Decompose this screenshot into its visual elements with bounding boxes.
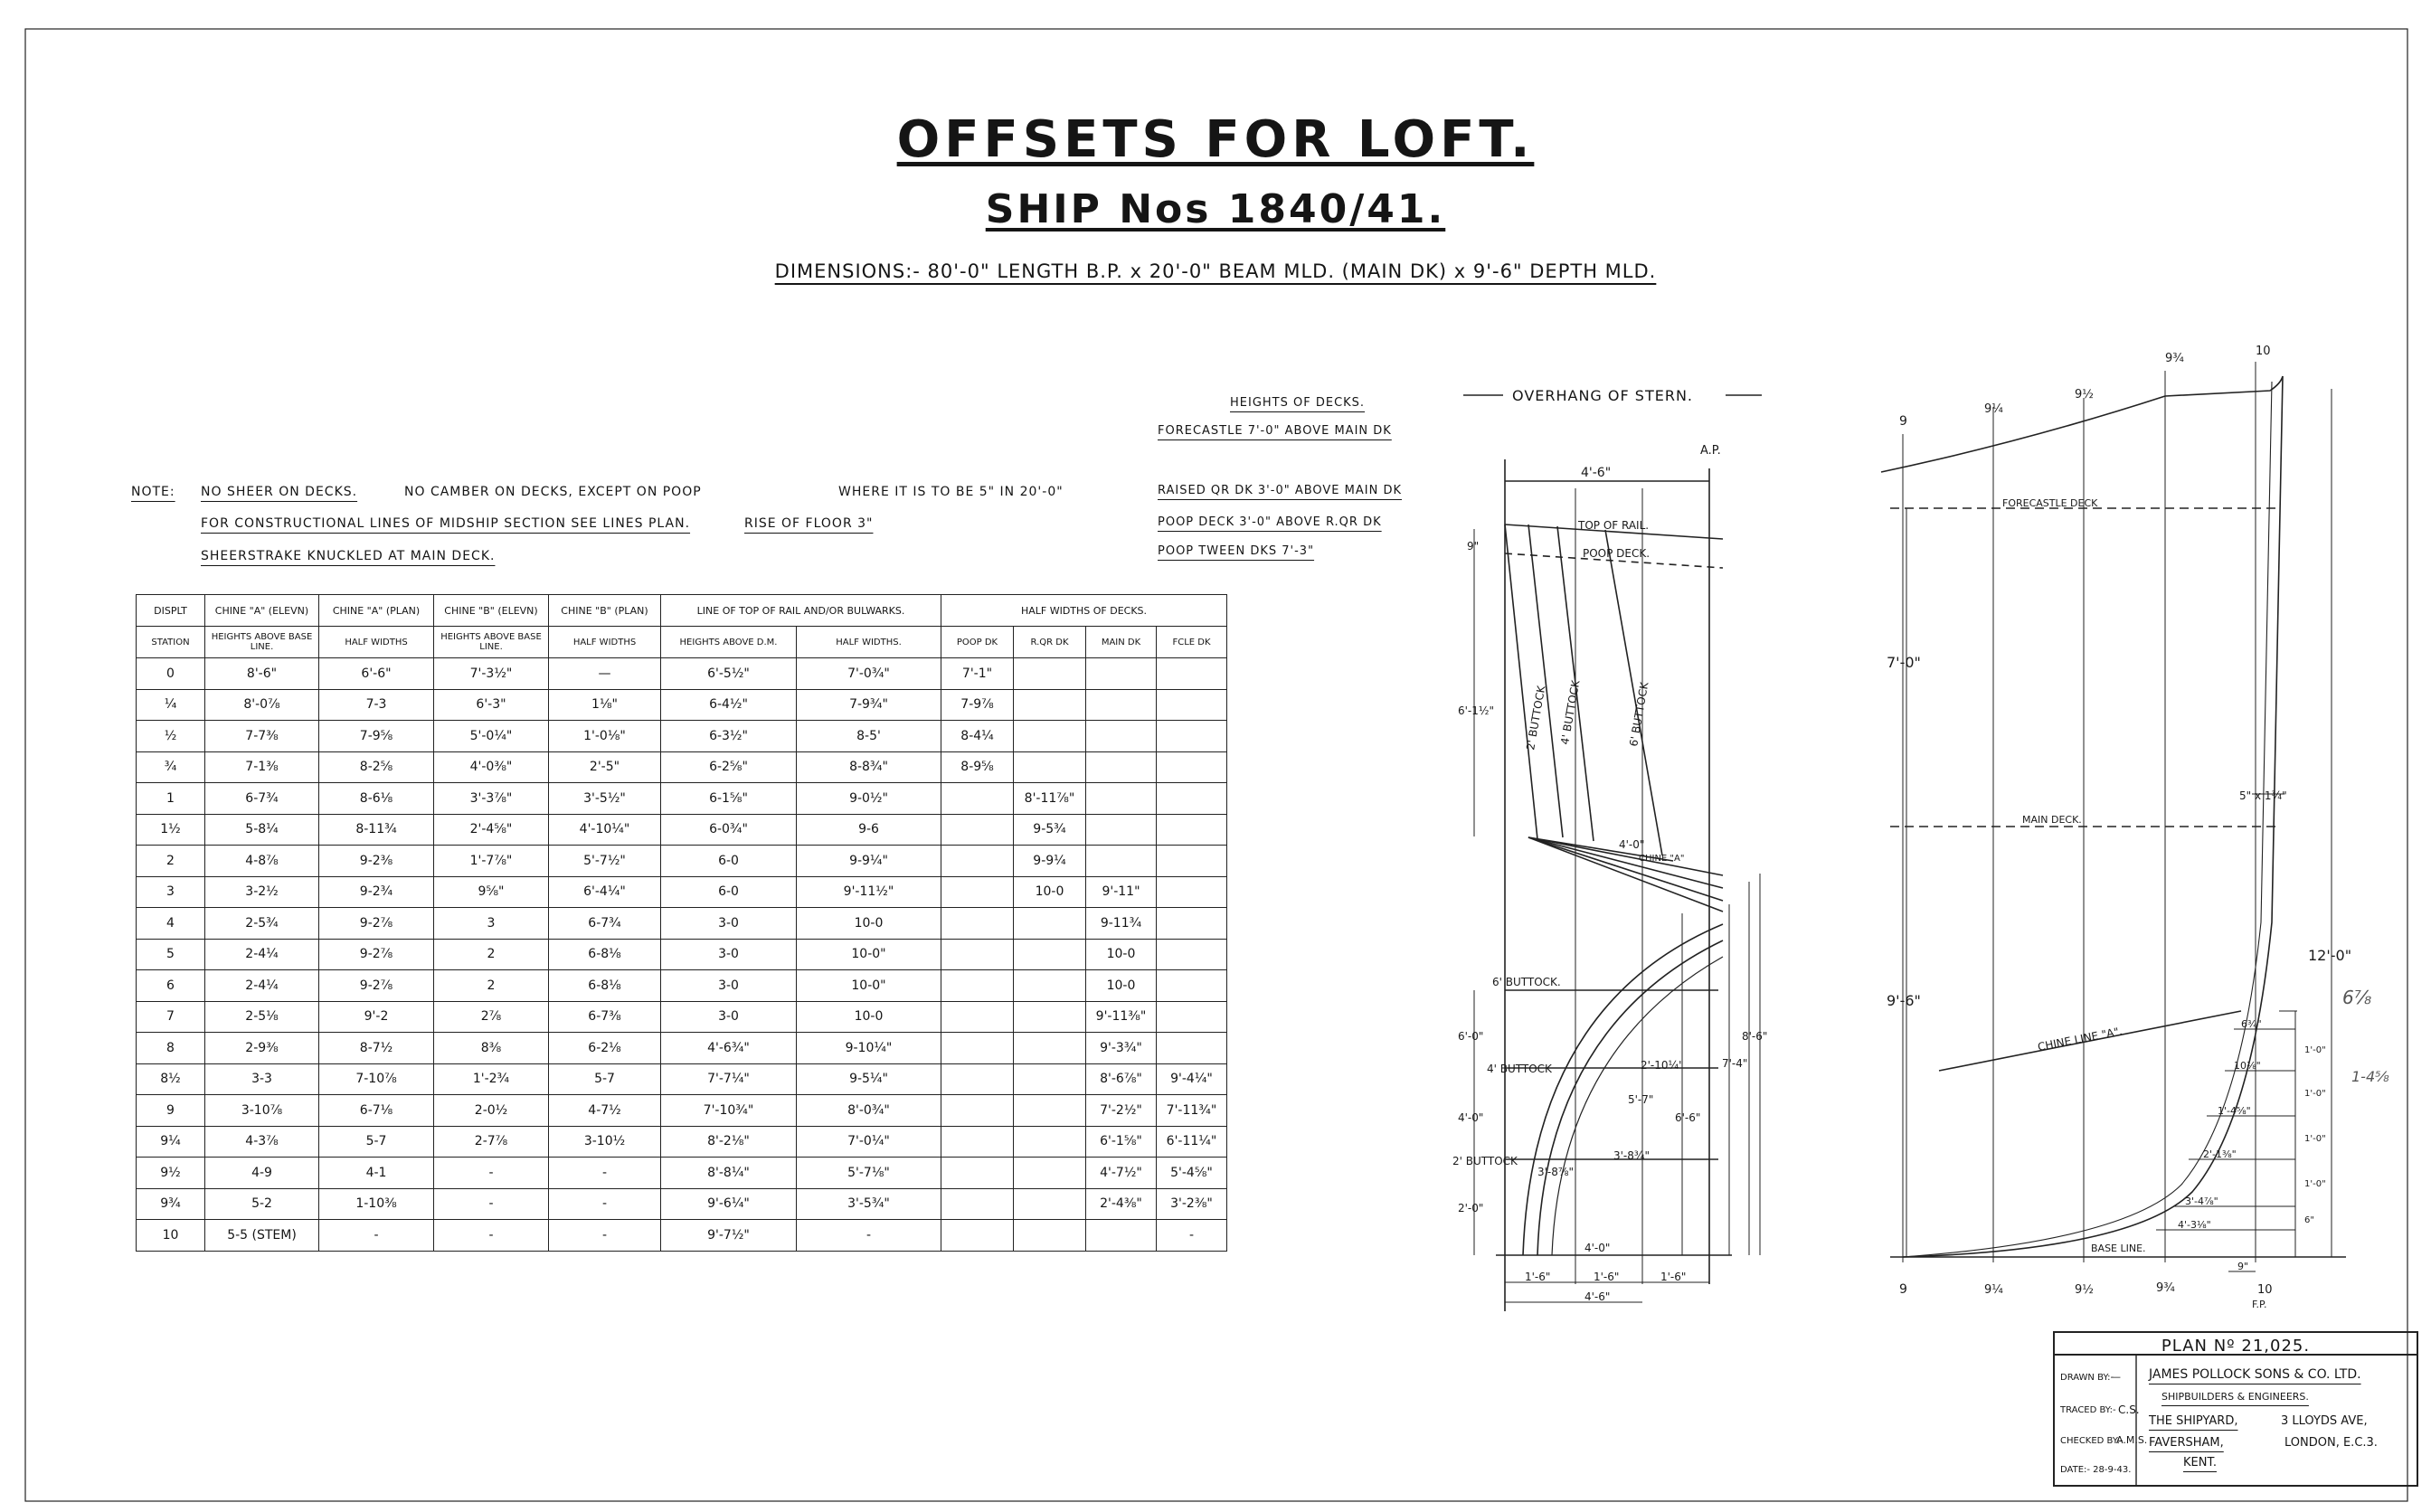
deck-height-forecastle: FORECASTLE 7'-0" ABOVE MAIN DK bbox=[1158, 424, 1392, 438]
fcle-dk-cell: 5'-4⅝" bbox=[1157, 1158, 1227, 1189]
rail-half-width-cell: 8'-0¾" bbox=[797, 1095, 941, 1127]
profile-dim-9in: 9" bbox=[2237, 1261, 2249, 1272]
rail-height-cell: 8'-8¼" bbox=[661, 1158, 797, 1189]
note-lines: FOR CONSTRUCTIONAL LINES OF MIDSHIP SECTION SEE LINES PLAN. bbox=[201, 516, 691, 531]
chine-a-half-width-cell: 8-11¾ bbox=[319, 814, 434, 846]
profile-forecastle-deck: FORECASTLE DECK bbox=[2002, 497, 2098, 509]
address-london: LONDON, E.C.3. bbox=[2284, 1436, 2378, 1450]
hdr-rqr: R.QR DK bbox=[1014, 627, 1086, 658]
chine-a-half-width-cell: 7-9⅝ bbox=[319, 721, 434, 752]
rail-height-cell: 6-0¾" bbox=[661, 814, 797, 846]
rail-height-cell: 6-4½" bbox=[661, 689, 797, 721]
chine-b-half-width-cell: 6-2⅛ bbox=[549, 1033, 661, 1064]
stern-buttock-4-label: 4' BUTTOCK bbox=[1487, 1063, 1552, 1075]
address-shipyard: THE SHIPYARD, bbox=[2149, 1414, 2238, 1428]
station-cell: ¾ bbox=[137, 751, 205, 783]
profile-fp-label: F.P. bbox=[2252, 1299, 2267, 1310]
profile-station-9h-top: 9½ bbox=[2075, 388, 2094, 402]
stern-dim-4-0-base: 4'-0" bbox=[1584, 1242, 1611, 1254]
hdr-station: STATION bbox=[137, 627, 205, 658]
stern-top-width: 4'-6" bbox=[1581, 466, 1612, 480]
chine-b-height-cell: 3 bbox=[434, 908, 549, 940]
rail-half-width-cell: 8-8¾" bbox=[797, 751, 941, 783]
chine-a-half-width-cell: 9-2⅜ bbox=[319, 846, 434, 877]
checked-by-label: CHECKED BY:- bbox=[2060, 1436, 2124, 1446]
date-value: DATE:- 28-9-43. bbox=[2060, 1465, 2132, 1475]
stern-buttock-2-label: 2' BUTTOCK bbox=[1452, 1155, 1518, 1167]
hdr-half-widths-a: HALF WIDTHS bbox=[319, 627, 434, 658]
station-cell: 1½ bbox=[137, 814, 205, 846]
station-cell: 8½ bbox=[137, 1063, 205, 1095]
chine-b-half-width-cell: 5'-7½" bbox=[549, 846, 661, 877]
note-camber: NO CAMBER ON DECKS, EXCEPT ON POOP bbox=[404, 485, 702, 499]
chine-b-height-cell: 8⅜ bbox=[434, 1033, 549, 1064]
chine-b-half-width-cell: - bbox=[549, 1220, 661, 1252]
dimensions-line: DIMENSIONS:- 80'-0" LENGTH B.P. x 20'-0" BEAM MLD. (MAIN DK) x 9'-6" DEPTH MLD. bbox=[774, 260, 1657, 282]
stern-title: OVERHANG OF STERN. bbox=[1512, 387, 1694, 404]
station-cell: 9½ bbox=[137, 1158, 205, 1189]
station-cell: 10 bbox=[137, 1220, 205, 1252]
main-dk-cell: 9'-11⅜" bbox=[1086, 1001, 1157, 1033]
chine-a-half-width-cell: 4-1 bbox=[319, 1158, 434, 1189]
chine-a-height-cell: 5-8¼ bbox=[205, 814, 319, 846]
profile-dim-d6: 4'-3⅛" bbox=[2178, 1219, 2211, 1231]
stern-dim-6-0: 6'-0" bbox=[1458, 1030, 1484, 1043]
rail-half-width-cell: 9-9¼" bbox=[797, 846, 941, 877]
drawn-by-label: DRAWN BY:- bbox=[2060, 1373, 2114, 1383]
rail-height-cell: 6-3½" bbox=[661, 721, 797, 752]
note-camber-poop: WHERE IT IS TO BE 5" IN 20'-0" bbox=[838, 485, 1064, 499]
profile-v3: 1'-0" bbox=[2304, 1134, 2326, 1144]
address-kent: KENT. bbox=[2183, 1456, 2217, 1469]
profile-chine-line: CHINE LINE "A". bbox=[2036, 1025, 2124, 1054]
station-cell: 3 bbox=[137, 876, 205, 908]
hdr-half-widths-rail: HALF WIDTHS. bbox=[797, 627, 941, 658]
chine-a-height-cell: 6-7¾ bbox=[205, 783, 319, 815]
stern-ap-label: A.P. bbox=[1700, 444, 1721, 458]
main-dk-cell: 10-0 bbox=[1086, 939, 1157, 970]
drawn-by-value: — bbox=[2111, 1371, 2121, 1383]
chine-a-half-width-cell: 1-10⅜ bbox=[319, 1188, 434, 1220]
rail-half-width-cell: 10-0" bbox=[797, 939, 941, 970]
chine-a-height-cell: 2-5¾ bbox=[205, 908, 319, 940]
stern-dim-b2: 1'-6" bbox=[1594, 1271, 1620, 1283]
hdr-heights-base-b: HEIGHTS ABOVE BASE LINE. bbox=[434, 627, 549, 658]
stern-dim-mid-4-0: 4'-0" bbox=[1619, 838, 1645, 851]
hdr-half-widths-b: HALF WIDTHS bbox=[549, 627, 661, 658]
station-cell: 2 bbox=[137, 846, 205, 877]
rail-height-cell: 7'-10¾" bbox=[661, 1095, 797, 1127]
note-sheerstrake: SHEERSTRAKE KNUCKLED AT MAIN DECK. bbox=[201, 549, 496, 563]
chine-a-half-width-cell: 9-2⅞ bbox=[319, 939, 434, 970]
poop-dk-cell: 8-9⅝ bbox=[941, 751, 1014, 783]
profile-station-9tq-top: 9¾ bbox=[2165, 352, 2184, 365]
address-faversham: FAVERSHAM, bbox=[2149, 1436, 2224, 1450]
rail-half-width-cell: 10-0" bbox=[797, 970, 941, 1002]
hdr-heights-dm: HEIGHTS ABOVE D.M. bbox=[661, 627, 797, 658]
station-cell: 0 bbox=[137, 658, 205, 690]
rail-height-cell: 6-0 bbox=[661, 846, 797, 877]
chine-b-half-width-cell: 5-7 bbox=[549, 1063, 661, 1095]
fcle-dk-cell: 3'-2⅜" bbox=[1157, 1188, 1227, 1220]
stern-buttock-2: 2' BUTTOCK bbox=[1524, 685, 1548, 751]
chine-a-half-width-cell: 5-7 bbox=[319, 1126, 434, 1158]
stern-dim-5-7: 5'-7" bbox=[1628, 1093, 1654, 1106]
chine-a-height-cell: 8'-0⅞ bbox=[205, 689, 319, 721]
station-cell: 9 bbox=[137, 1095, 205, 1127]
stern-dim-3-8: 3'-8¾" bbox=[1613, 1149, 1651, 1162]
poop-dk-cell: 8-4¼ bbox=[941, 721, 1014, 752]
stern-dim-8-6: 8'-6" bbox=[1742, 1030, 1768, 1043]
chine-a-half-width-cell: 9'-2 bbox=[319, 1001, 434, 1033]
hdr-main: MAIN DK bbox=[1086, 627, 1157, 658]
main-dk-cell: 4'-7½" bbox=[1086, 1158, 1157, 1189]
chine-b-height-cell: 2 bbox=[434, 970, 549, 1002]
stern-dim-7-4: 7'-4" bbox=[1722, 1057, 1748, 1070]
deck-height-raised-qr: RAISED QR DK 3'-0" ABOVE MAIN DK bbox=[1158, 484, 1402, 497]
hdr-poop: POOP DK bbox=[941, 627, 1014, 658]
poop-dk-cell: 7'-1" bbox=[941, 658, 1014, 690]
rail-half-width-cell: 7'-0¼" bbox=[797, 1126, 941, 1158]
profile-v1: 1'-0" bbox=[2304, 1045, 2326, 1055]
chine-a-height-cell: 7-1⅜ bbox=[205, 751, 319, 783]
profile-v5: 6" bbox=[2304, 1215, 2314, 1225]
chine-b-height-cell: 2-0½ bbox=[434, 1095, 549, 1127]
chine-a-height-cell: 3-2½ bbox=[205, 876, 319, 908]
rqr-dk-cell: 10-0 bbox=[1014, 876, 1086, 908]
chine-b-half-width-cell: 1⅛" bbox=[549, 689, 661, 721]
chine-a-height-cell: 4-8⅞ bbox=[205, 846, 319, 877]
chine-b-half-width-cell: - bbox=[549, 1158, 661, 1189]
poop-dk-cell: 7-9⅞ bbox=[941, 689, 1014, 721]
chine-a-height-cell: 4-9 bbox=[205, 1158, 319, 1189]
stern-dim-b3: 1'-6" bbox=[1660, 1271, 1687, 1283]
title-block bbox=[2053, 1331, 2418, 1487]
chine-b-half-width-cell: 6-8⅛ bbox=[549, 939, 661, 970]
note-sheer: NO SHEER ON DECKS. bbox=[201, 485, 358, 499]
rail-half-width-cell: - bbox=[797, 1220, 941, 1252]
chine-b-half-width-cell: — bbox=[549, 658, 661, 690]
station-cell: 5 bbox=[137, 939, 205, 970]
rail-half-width-cell: 9'-11½" bbox=[797, 876, 941, 908]
rail-half-width-cell: 5'-7⅛" bbox=[797, 1158, 941, 1189]
profile-dim-12-0: 12'-0" bbox=[2308, 947, 2352, 964]
chine-b-height-cell: 7'-3½" bbox=[434, 658, 549, 690]
main-dk-cell: 6'-1⅝" bbox=[1086, 1126, 1157, 1158]
chine-a-height-cell: 2-9⅜ bbox=[205, 1033, 319, 1064]
rqr-dk-cell: 9-9¼ bbox=[1014, 846, 1086, 877]
profile-annot-2: 1-4⅝ bbox=[2351, 1068, 2389, 1085]
station-cell: 7 bbox=[137, 1001, 205, 1033]
rail-half-width-cell: 7-9¾" bbox=[797, 689, 941, 721]
chine-b-half-width-cell: 6-7⅜ bbox=[549, 1001, 661, 1033]
chine-b-half-width-cell: 3-10½ bbox=[549, 1126, 661, 1158]
chine-b-height-cell: 2 bbox=[434, 939, 549, 970]
profile-station-9-top: 9 bbox=[1899, 414, 1907, 429]
hdr-chine-b-elev: CHINE "B" (ELEVN) bbox=[434, 595, 549, 627]
chine-a-height-cell: 2-5⅛ bbox=[205, 1001, 319, 1033]
stern-poop-deck: POOP DECK. bbox=[1583, 547, 1651, 560]
fcle-dk-cell: - bbox=[1157, 1220, 1227, 1252]
profile-main-deck: MAIN DECK. bbox=[2022, 814, 2082, 826]
address-lloyds: 3 LLOYDS AVE, bbox=[2281, 1414, 2368, 1428]
chine-a-height-cell: 2-4¼ bbox=[205, 970, 319, 1002]
rail-half-width-cell: 8-5' bbox=[797, 721, 941, 752]
company-name: JAMES POLLOCK SONS & CO. LTD. bbox=[2149, 1367, 2361, 1382]
chine-a-half-width-cell: 8-7½ bbox=[319, 1033, 434, 1064]
rail-half-width-cell: 10-0 bbox=[797, 908, 941, 940]
chine-b-height-cell: 2'-4⅝" bbox=[434, 814, 549, 846]
traced-by-value: C.S. bbox=[2118, 1403, 2140, 1416]
hdr-chine-a-elev: CHINE "A" (ELEVN) bbox=[205, 595, 319, 627]
chine-b-half-width-cell: 3'-5½" bbox=[549, 783, 661, 815]
chine-b-half-width-cell: 6-8⅛ bbox=[549, 970, 661, 1002]
rail-height-cell: 3-0 bbox=[661, 908, 797, 940]
rail-half-width-cell: 10-0 bbox=[797, 1001, 941, 1033]
main-dk-cell: 9'-3¾" bbox=[1086, 1033, 1157, 1064]
station-cell: 4 bbox=[137, 908, 205, 940]
checked-by-value: A.M.S. bbox=[2116, 1434, 2148, 1446]
chine-b-height-cell: - bbox=[434, 1158, 549, 1189]
chine-b-height-cell: - bbox=[434, 1188, 549, 1220]
plan-number: PLAN Nº 21,025. bbox=[2161, 1337, 2311, 1356]
chine-a-height-cell: 3-3 bbox=[205, 1063, 319, 1095]
chine-a-height-cell: 4-3⅞ bbox=[205, 1126, 319, 1158]
stern-dim-6-6: 6'-6" bbox=[1675, 1111, 1701, 1124]
rail-height-cell: 9'-7½" bbox=[661, 1220, 797, 1252]
traced-by-label: TRACED BY:- bbox=[2060, 1405, 2116, 1415]
profile-station-9h-bottom: 9½ bbox=[2075, 1283, 2094, 1297]
chine-a-height-cell: 5-5 (STEM) bbox=[205, 1220, 319, 1252]
profile-station-10-bottom: 10 bbox=[2257, 1283, 2273, 1297]
rail-height-cell: 8'-2⅛" bbox=[661, 1126, 797, 1158]
profile-base-line: BASE LINE. bbox=[2091, 1243, 2146, 1254]
rail-height-cell: 6-1⅝" bbox=[661, 783, 797, 815]
rail-half-width-cell: 7'-0¾" bbox=[797, 658, 941, 690]
chine-a-height-cell: 3-10⅞ bbox=[205, 1095, 319, 1127]
ship-numbers: SHIP Nos 1840/41. bbox=[985, 186, 1446, 232]
chine-a-half-width-cell: 9-2⅞ bbox=[319, 970, 434, 1002]
rail-height-cell: 9'-6¼" bbox=[661, 1188, 797, 1220]
station-cell: 8 bbox=[137, 1033, 205, 1064]
profile-dim-d2: 10⅛" bbox=[2234, 1060, 2261, 1072]
chine-b-height-cell: 9⅝" bbox=[434, 876, 549, 908]
note-floor: RISE OF FLOOR 3" bbox=[744, 516, 874, 531]
drawing-title: OFFSETS FOR LOFT. bbox=[896, 110, 1535, 169]
hdr-decks: HALF WIDTHS OF DECKS. bbox=[941, 595, 1227, 627]
chine-b-height-cell: 6'-3" bbox=[434, 689, 549, 721]
stern-buttock-6-label: 6' BUTTOCK. bbox=[1492, 976, 1561, 988]
note-label: NOTE: bbox=[131, 485, 175, 499]
fcle-dk-cell: 6'-11¼" bbox=[1157, 1126, 1227, 1158]
chine-a-height-cell: 7-7⅜ bbox=[205, 721, 319, 752]
stern-dim-b1: 1'-6" bbox=[1525, 1271, 1551, 1283]
station-cell: 6 bbox=[137, 970, 205, 1002]
chine-b-half-width-cell: 4-7½ bbox=[549, 1095, 661, 1127]
chine-b-height-cell: 1'-7⅞" bbox=[434, 846, 549, 877]
chine-b-height-cell: 4'-0⅜" bbox=[434, 751, 549, 783]
profile-dim-9-6: 9'-6" bbox=[1887, 992, 1921, 1009]
chine-a-half-width-cell: - bbox=[319, 1220, 434, 1252]
main-dk-cell: 7'-2½" bbox=[1086, 1095, 1157, 1127]
rail-height-cell: 6-0 bbox=[661, 876, 797, 908]
chine-a-half-width-cell: 6-7⅛ bbox=[319, 1095, 434, 1127]
rail-height-cell: 6-2⅝" bbox=[661, 751, 797, 783]
chine-a-height-cell: 8'-6" bbox=[205, 658, 319, 690]
company-role: SHIPBUILDERS & ENGINEERS. bbox=[2161, 1391, 2309, 1403]
rail-height-cell: 7'-7¼" bbox=[661, 1063, 797, 1095]
rail-height-cell: 3-0 bbox=[661, 1001, 797, 1033]
main-dk-cell: 10-0 bbox=[1086, 970, 1157, 1002]
station-cell: 1 bbox=[137, 783, 205, 815]
chine-b-half-width-cell: 6'-4¼" bbox=[549, 876, 661, 908]
profile-station-10-top: 10 bbox=[2256, 345, 2271, 358]
fcle-dk-cell: 9'-4¼" bbox=[1157, 1063, 1227, 1095]
main-dk-cell: 9-11¾ bbox=[1086, 908, 1157, 940]
profile-dim-5x1: 5" x 1¾" bbox=[2239, 789, 2287, 802]
hdr-displt: DISPLT bbox=[137, 595, 205, 627]
chine-b-half-width-cell: 1'-0⅛" bbox=[549, 721, 661, 752]
stern-buttock-6: 6' BUTTOCK bbox=[1627, 681, 1651, 748]
fcle-dk-cell: 7'-11¾" bbox=[1157, 1095, 1227, 1127]
chine-a-half-width-cell: 9-2⅞ bbox=[319, 908, 434, 940]
hdr-fcle: FCLE DK bbox=[1157, 627, 1227, 658]
chine-b-height-cell: 1'-2¾ bbox=[434, 1063, 549, 1095]
chine-a-half-width-cell: 8-6⅛ bbox=[319, 783, 434, 815]
stern-dim-4-0: 4'-0" bbox=[1458, 1111, 1484, 1124]
main-dk-cell: 2'-4⅜" bbox=[1086, 1188, 1157, 1220]
station-cell: 9¼ bbox=[137, 1126, 205, 1158]
station-cell: ½ bbox=[137, 721, 205, 752]
stern-dim-6-1: 6'-1½" bbox=[1458, 704, 1495, 717]
chine-a-height-cell: 2-4¼ bbox=[205, 939, 319, 970]
profile-dim-d3: 1'-4⅝" bbox=[2218, 1105, 2251, 1117]
rail-half-width-cell: 9-10¼" bbox=[797, 1033, 941, 1064]
hdr-chine-a-plan: CHINE "A" (PLAN) bbox=[319, 595, 434, 627]
profile-station-9-bottom: 9 bbox=[1899, 1282, 1907, 1297]
chine-b-half-width-cell: 6-7¾ bbox=[549, 908, 661, 940]
chine-a-half-width-cell: 7-3 bbox=[319, 689, 434, 721]
chine-b-height-cell: 5'-0¼" bbox=[434, 721, 549, 752]
hdr-heights-base-a: HEIGHTS ABOVE BASE LINE. bbox=[205, 627, 319, 658]
profile-dim-d1: 6¾" bbox=[2241, 1018, 2262, 1030]
stern-dim-2-10: 2'-10¼" bbox=[1641, 1059, 1684, 1072]
stern-top-rail: TOP OF RAIL. bbox=[1578, 519, 1650, 532]
rail-half-width-cell: 9-6 bbox=[797, 814, 941, 846]
stern-dim-3-8b: 3'-8⅞" bbox=[1537, 1166, 1575, 1178]
chine-b-half-width-cell: 4'-10¼" bbox=[549, 814, 661, 846]
rail-half-width-cell: 9-0½" bbox=[797, 783, 941, 815]
chine-a-height-cell: 5-2 bbox=[205, 1188, 319, 1220]
station-cell: ¼ bbox=[137, 689, 205, 721]
chine-a-half-width-cell: 9-2¾ bbox=[319, 876, 434, 908]
chine-b-height-cell: 3'-3⅞" bbox=[434, 783, 549, 815]
main-dk-cell: 8'-6⅞" bbox=[1086, 1063, 1157, 1095]
hdr-rail: LINE OF TOP OF RAIL AND/OR BULWARKS. bbox=[661, 595, 941, 627]
profile-station-9tq-bottom: 9¾ bbox=[2156, 1281, 2175, 1295]
profile-v2: 1'-0" bbox=[2304, 1089, 2326, 1099]
profile-dim-d4: 2'-1⅜" bbox=[2203, 1148, 2237, 1160]
profile-dim-d5: 3'-4⅞" bbox=[2185, 1195, 2218, 1207]
rail-height-cell: 3-0 bbox=[661, 939, 797, 970]
deck-heights-title: HEIGHTS OF DECKS. bbox=[1230, 396, 1366, 410]
deck-height-poop: POOP DECK 3'-0" ABOVE R.QR DK bbox=[1158, 515, 1382, 529]
chine-b-height-cell: 2-7⅞ bbox=[434, 1126, 549, 1158]
stern-dim-bottom: 4'-6" bbox=[1584, 1290, 1611, 1303]
stern-chine-a: CHINE "A" bbox=[1639, 854, 1685, 864]
main-dk-cell: 9'-11" bbox=[1086, 876, 1157, 908]
stern-dim-9: 9" bbox=[1467, 540, 1480, 553]
deck-height-poop-tween: POOP TWEEN DKS 7'-3" bbox=[1158, 544, 1315, 558]
rail-height-cell: 4'-6¾" bbox=[661, 1033, 797, 1064]
profile-dim-7-0: 7'-0" bbox=[1887, 654, 1921, 671]
chine-a-half-width-cell: 7-10⅞ bbox=[319, 1063, 434, 1095]
rail-height-cell: 3-0 bbox=[661, 970, 797, 1002]
profile-station-9q-top: 9¼ bbox=[1984, 402, 2003, 416]
rail-height-cell: 6'-5½" bbox=[661, 658, 797, 690]
hdr-chine-b-plan: CHINE "B" (PLAN) bbox=[549, 595, 661, 627]
rail-half-width-cell: 9-5¼" bbox=[797, 1063, 941, 1095]
profile-station-9q-bottom: 9¼ bbox=[1984, 1283, 2003, 1297]
rqr-dk-cell: 8'-11⅞" bbox=[1014, 783, 1086, 815]
chine-b-height-cell: 2⅞ bbox=[434, 1001, 549, 1033]
stern-buttock-4: 4' BUTTOCK bbox=[1558, 679, 1583, 746]
station-cell: 9¾ bbox=[137, 1188, 205, 1220]
chine-a-half-width-cell: 6'-6" bbox=[319, 658, 434, 690]
rail-half-width-cell: 3'-5¾" bbox=[797, 1188, 941, 1220]
rqr-dk-cell: 9-5¾ bbox=[1014, 814, 1086, 846]
stern-dim-2-0: 2'-0" bbox=[1458, 1202, 1484, 1214]
profile-v4: 1'-0" bbox=[2304, 1179, 2326, 1189]
chine-b-height-cell: - bbox=[434, 1220, 549, 1252]
chine-a-half-width-cell: 8-2⅝ bbox=[319, 751, 434, 783]
chine-b-half-width-cell: 2'-5" bbox=[549, 751, 661, 783]
profile-annot-1: 6⅞ bbox=[2342, 987, 2372, 1008]
chine-b-half-width-cell: - bbox=[549, 1188, 661, 1220]
